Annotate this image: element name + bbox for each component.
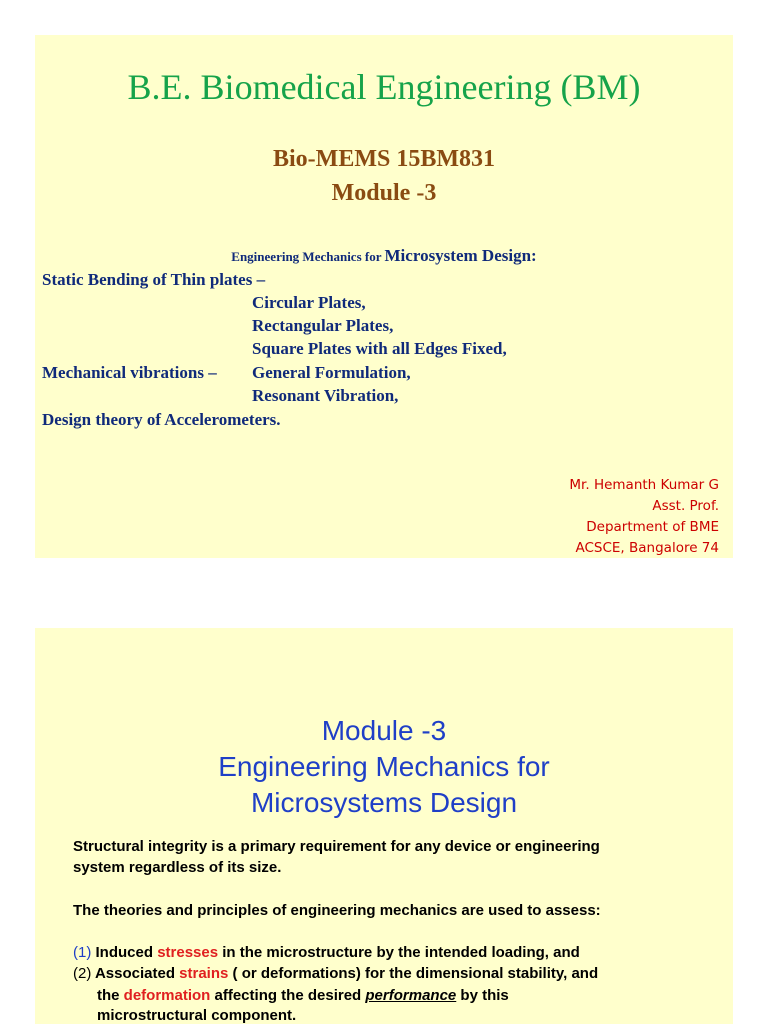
highlight-deformation: deformation: [123, 987, 211, 1004]
author-institution: ACSCE, Bangalore 74: [575, 540, 719, 556]
topic-item: Design theory of Accelerometers.: [42, 410, 281, 429]
topic-item: Mechanical vibrations –: [42, 363, 217, 382]
topic-item: General Formulation,: [252, 363, 411, 382]
course-code: Bio-MEMS 15BM831: [273, 146, 495, 172]
highlight-strains: strains: [179, 965, 229, 982]
list-text: the: [97, 987, 124, 1004]
title-slide: [35, 35, 733, 558]
list-item-2-line2: [97, 985, 737, 1006]
intro-paragraph-line: Structural integrity is a primary requirement for any device or engineering: [73, 838, 600, 855]
list-item-2-line3: microstructural component.: [97, 1007, 297, 1024]
topic-item: Rectangular Plates,: [252, 316, 394, 335]
topic-item: Resonant Vibration,: [252, 386, 399, 405]
list-text: affecting the desired: [210, 987, 366, 1004]
list-text: Induced: [91, 944, 158, 961]
author-position: Asst. Prof.: [652, 498, 719, 514]
emphasis-performance: performance: [365, 987, 457, 1004]
author-name: Mr. Hemanth Kumar G: [569, 477, 719, 493]
principles-paragraph: The theories and principles of engineering mechanics are used to assess:: [73, 902, 601, 919]
list-text: in the microstructure by the intended loading, and: [218, 944, 580, 961]
module-heading-big: Microsystem Design:: [384, 246, 537, 265]
list-text: ( or deformations) for the dimensional stability, and: [228, 965, 599, 982]
topic-item: Square Plates with all Edges Fixed,: [252, 339, 507, 358]
list-item-1: [73, 942, 713, 963]
topic-item: Static Bending of Thin plates –: [42, 270, 266, 289]
topic-item: Circular Plates,: [252, 293, 366, 312]
slide2-title-line: Module -3: [321, 715, 447, 746]
module-number: Module -3: [331, 180, 437, 206]
content-slide: [35, 628, 733, 1024]
author-department: Department of BME: [586, 519, 719, 535]
highlight-stresses: stresses: [157, 944, 219, 961]
module-heading: [35, 245, 733, 268]
slide-title: B.E. Biomedical Engineering (BM): [127, 67, 641, 107]
list-text: by this: [456, 987, 509, 1004]
list-text: Associated: [91, 965, 180, 982]
slide2-title-line: Engineering Mechanics for: [218, 751, 550, 782]
list-item-2: [73, 963, 713, 984]
module-heading-small: Engineering Mechanics for: [231, 249, 385, 264]
list-number: (2): [73, 965, 92, 982]
list-number: (1): [73, 944, 92, 961]
slide2-title-line: Microsystems Design: [250, 787, 518, 818]
intro-paragraph-line: system regardless of its size.: [73, 859, 282, 876]
